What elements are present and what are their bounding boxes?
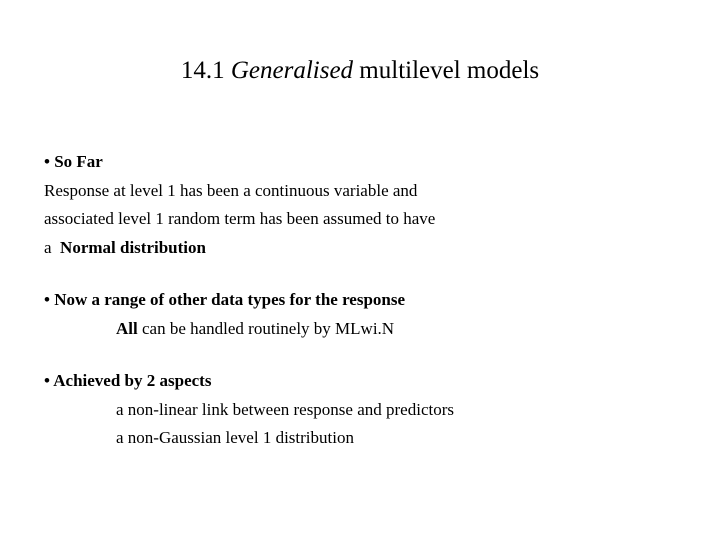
now-line-1 <box>44 315 704 344</box>
achieved-line-1: a non-linear link between response and predictors <box>116 399 454 419</box>
so-far-line-3-prefix: a <box>44 237 52 257</box>
title-emphasis: Generalised <box>230 57 354 84</box>
normal-distribution-text: Normal distribution <box>60 237 206 257</box>
achieved-heading: • Achieved by 2 aspects <box>44 371 212 390</box>
section-now <box>44 286 704 343</box>
section-achieved <box>44 367 704 453</box>
now-line-1-rest: can be handled routinely by MLwi.N <box>141 318 395 338</box>
achieved-line-2: a non-Gaussian level 1 distribution <box>116 428 354 447</box>
so-far-heading: • So Far <box>44 152 103 171</box>
slide-title <box>0 55 720 87</box>
section-so-far <box>44 148 704 262</box>
section-gap <box>44 343 704 367</box>
title-number: 14.1 <box>180 57 225 84</box>
all-text: All <box>116 318 138 338</box>
so-far-line-1: Response at level 1 has been a continuous variable and <box>44 180 418 200</box>
slide-body <box>44 148 704 453</box>
so-far-line-2: associated level 1 random term has been assumed to have <box>44 209 436 228</box>
section-gap <box>44 262 704 286</box>
so-far-line-3 <box>44 234 704 263</box>
now-heading: • Now a range of other data types for the response <box>44 290 406 309</box>
title-rest: multilevel models <box>359 57 540 84</box>
